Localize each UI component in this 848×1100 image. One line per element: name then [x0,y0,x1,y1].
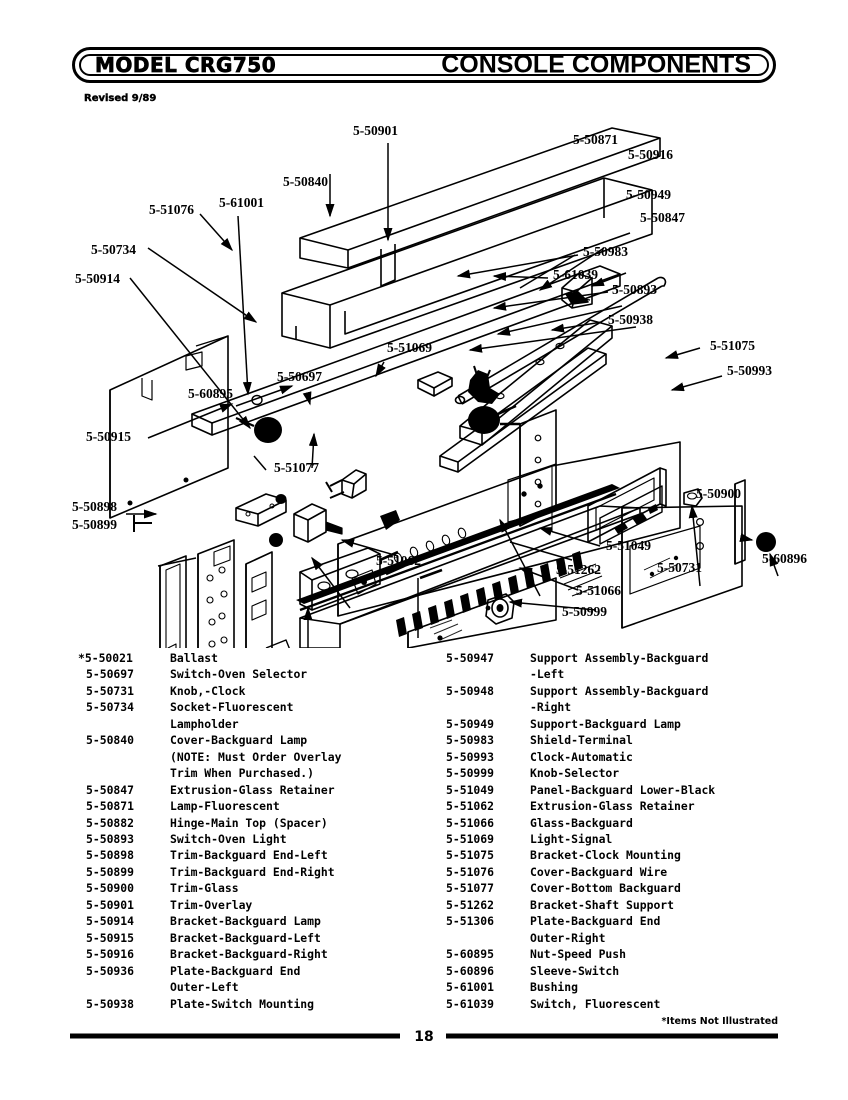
part-description: Bracket-Clock Mounting [530,848,681,863]
callout-5-50893: 5-50893 [612,282,657,297]
part-description: Support Assembly-Backguard [530,683,709,698]
part-number: 5-50947 [446,651,495,665]
part-description: Lamp-Fluorescent [170,799,280,814]
callout-5-51262: 5-51262 [556,562,601,577]
parts-list-row [86,930,426,946]
part-number: 5-50949 [446,716,495,731]
part-description: Glass-Backguard [530,815,633,830]
part-description: Socket-Fluorescent [170,700,294,715]
part-number: 5-50915 [86,930,135,945]
callout-5-50949: 5-50949 [626,187,671,202]
parts-list-row [446,699,806,715]
parts-list [0,650,848,1015]
model-title: MODEL CRG750 [95,53,277,77]
parts-list-row [446,815,806,831]
part-number: 5-51066 [446,815,495,830]
part-number: 5-50936 [86,963,135,978]
callout-5-51075: 5-51075 [710,338,755,353]
part-number: 5-50983 [446,733,495,748]
part-number: 5-50731 [86,683,135,698]
part-description: Trim When Purchased.) [170,766,315,781]
callout-5-51077: 5-51077 [274,460,319,475]
parts-list-right-column [446,650,806,1012]
part-number: 5-50893 [86,831,135,846]
callout-5-50697: 5-50697 [277,369,322,384]
part-description: Knob-Selector [530,766,620,781]
callout-5-51049: 5-51049 [606,538,651,553]
parts-list-row [86,765,426,781]
parts-list-row [446,765,806,781]
part-description: Trim-Glass [170,881,239,896]
part-description: Hinge-Main Top (Spacer) [170,815,328,830]
part-description: Lampholder [170,716,239,731]
part-number: 5-50916 [86,947,135,962]
part-description: -Right [530,700,572,715]
part-description: Trim-Backguard End-Right [170,864,335,879]
parts-list-row [446,732,806,748]
part-number: 5-51262 [446,897,495,912]
parts-list-row [86,880,426,896]
parts-list-row [446,913,806,929]
part-number: 5-50697 [86,667,135,682]
callout-5-50938: 5-50938 [608,312,653,327]
revision-date: Revised 9/89 [84,93,157,104]
part-description: Support-Backguard Lamp [530,716,681,731]
part-number: 5-50840 [86,733,135,748]
part-number: 5-51076 [446,864,495,879]
callout-5-50840: 5-50840 [283,174,328,189]
part-number: 5-50948 [446,683,495,698]
part-number: 5-50847 [86,782,135,797]
callout-5-50898: 5-50898 [72,499,117,514]
callout-5-61039: 5-61039 [553,267,598,282]
header-banner [72,47,776,83]
parts-list-row [446,897,806,913]
parts-list-row [446,847,806,863]
callout-5-50999: 5-50999 [562,604,607,619]
parts-list-row [446,930,806,946]
parts-list-row [86,815,426,831]
part-description: Extrusion-Glass Retainer [170,782,335,797]
header-banner-inner-border [79,50,769,79]
part-number: 5-50734 [86,700,135,715]
part-number: 5-50898 [86,848,135,863]
part-sleeve-switch-shape [756,532,776,552]
parts-list-row [446,782,806,798]
parts-list-row [446,996,806,1012]
part-shield-terminal-shape [418,372,452,396]
part-number: 5-50871 [86,799,135,814]
callout-5-50847: 5-50847 [640,210,685,225]
parts-list-row [86,699,426,715]
parts-list-left-column [78,650,426,1012]
part-plate-backguard-end-left-shape [198,540,234,648]
part-light-signal-shape [326,470,366,498]
part-extrusion-glass-retainer-lower-shape [296,484,620,610]
part-description: Plate-Switch Mounting [170,996,315,1011]
parts-list-row [446,880,806,896]
callout-5-50900: 5-50900 [696,486,741,501]
callout-5-50993: 5-50993 [727,363,772,378]
callout-5-50899: 5-50899 [72,517,117,532]
part-description: Cover-Bottom Backguard [530,881,681,896]
part-description: Cover-Backguard Wire [530,864,668,879]
callout-5-51069: 5-51069 [387,340,432,355]
part-number: 5-51069 [446,831,495,846]
part-number: 5-60895 [446,947,495,962]
parts-list-row [78,650,426,666]
callout-5-60895: 5-60895 [188,386,233,401]
part-description: Bracket-Backguard-Right [170,947,328,962]
part-number: 5-51075 [446,848,495,863]
part-description: Plate-Backguard End [170,963,301,978]
part-description: Shield-Terminal [530,733,633,748]
part-number: 5-50999 [446,766,495,781]
parts-list-row [86,716,426,732]
callout-5-51066: 5-51066 [576,583,621,598]
part-number: 5-50938 [86,996,135,1011]
parts-list-row [86,666,426,682]
part-description: Bracket-Backguard Lamp [170,914,321,929]
part-description: Ballast [170,651,219,665]
part-description: Sleeve-Switch [530,963,620,978]
callout-5-50734: 5-50734 [91,242,136,257]
footnote-items-not-illustrated: *Items Not Illustrated [661,1016,778,1027]
callout-5-50983: 5-50983 [583,244,628,259]
parts-list-row [446,666,806,682]
parts-list-row [86,946,426,962]
parts-list-row [446,650,806,666]
part-number: 5-50993 [446,749,495,764]
callout-5-50731: 5-50731 [657,560,702,575]
parts-list-row [86,798,426,814]
parts-list-row [446,979,806,995]
parts-list-row [86,963,426,979]
diagram-svg [0,108,848,648]
part-description: Clock-Automatic [530,749,633,764]
part-switch-oven-selector-shape [294,504,342,542]
parts-list-row [446,864,806,880]
parts-list-row [446,946,806,962]
part-description: Nut-Speed Push [530,947,627,962]
parts-list-row [86,683,426,699]
part-number: 5-51062 [446,799,495,814]
part-number: 5-50914 [86,914,135,929]
part-hinge-main-top-shape [269,533,283,547]
callout-5-50914: 5-50914 [75,271,120,286]
part-description: Outer-Right [530,930,606,945]
part-socket-fluorescent-shape [236,417,282,443]
part-number: 5-61001 [446,980,495,995]
part-description: Light-Signal [530,831,613,846]
part-bracket-backguard-lamp-shape [110,336,228,518]
part-description: Trim-Overlay [170,897,253,912]
part-description: Panel-Backguard Lower-Black [530,782,716,797]
parts-list-row [446,963,806,979]
part-number: *5-50021 [78,651,133,665]
part-trim-backguard-end-shape [160,556,186,648]
exploded-parts-diagram [0,108,848,648]
callout-5-50916: 5-50916 [628,147,673,162]
part-number: 5-50901 [86,897,135,912]
parts-list-row [86,979,426,995]
parts-list-row [446,749,806,765]
page-number: 18 [414,1029,434,1045]
parts-list-row [86,831,426,847]
part-support-assembly-backguard-shape [246,552,290,648]
callout-5-51062: 5-51062 [376,553,421,568]
callout-5-60896: 5-60896 [762,551,807,566]
part-number: 5-60896 [446,963,495,978]
parts-list-row [446,716,806,732]
parts-list-row [86,732,426,748]
part-description: Bracket-Shaft Support [530,897,675,912]
part-description: Outer-Left [170,980,239,995]
part-description: Bushing [530,980,579,995]
part-number: 5-51306 [446,914,495,929]
part-description: Bracket-Backguard-Left [170,930,321,945]
part-description: Knob,-Clock [170,683,246,698]
parts-list-row [446,683,806,699]
callout-5-51076: 5-51076 [149,202,194,217]
parts-list-row [86,847,426,863]
page-title: CONSOLE COMPONENTS [441,50,751,79]
part-number: 5-51049 [446,782,495,797]
callout-5-50901: 5-50901 [353,123,398,138]
parts-list-row [86,864,426,880]
part-number: 5-50899 [86,864,135,879]
part-number: 5-51077 [446,881,495,896]
part-number: 5-50882 [86,815,135,830]
parts-list-row [86,897,426,913]
bracket-rules [134,515,152,532]
part-description: Support Assembly-Backguard [530,651,709,665]
callout-5-50915: 5-50915 [86,429,131,444]
callout-5-61001: 5-61001 [219,195,264,210]
parts-list-row [446,798,806,814]
part-description: (NOTE: Must Order Overlay [170,749,342,764]
callout-5-50871: 5-50871 [573,132,618,147]
part-number: 5-61039 [446,996,495,1011]
part-description: Switch, Fluorescent [530,996,661,1011]
parts-list-row [86,996,426,1012]
parts-list-row [446,831,806,847]
part-description: Cover-Backguard Lamp [170,733,308,748]
parts-list-row [86,913,426,929]
part-description: Switch-Oven Light [170,831,287,846]
part-knob-selector-shape [486,594,514,624]
part-number: 5-50900 [86,881,135,896]
parts-list-row [86,749,426,765]
parts-list-row [86,782,426,798]
part-description: Plate-Backguard End [530,914,661,929]
part-description: Trim-Backguard End-Left [170,848,328,863]
part-description: Switch-Oven Selector [170,667,308,682]
part-description: Extrusion-Glass Retainer [530,799,695,814]
part-extrusion-glass-retainer-upper-shape [440,348,606,472]
part-panel-backguard-lower-shape [300,506,640,648]
part-description: -Left [530,667,565,682]
